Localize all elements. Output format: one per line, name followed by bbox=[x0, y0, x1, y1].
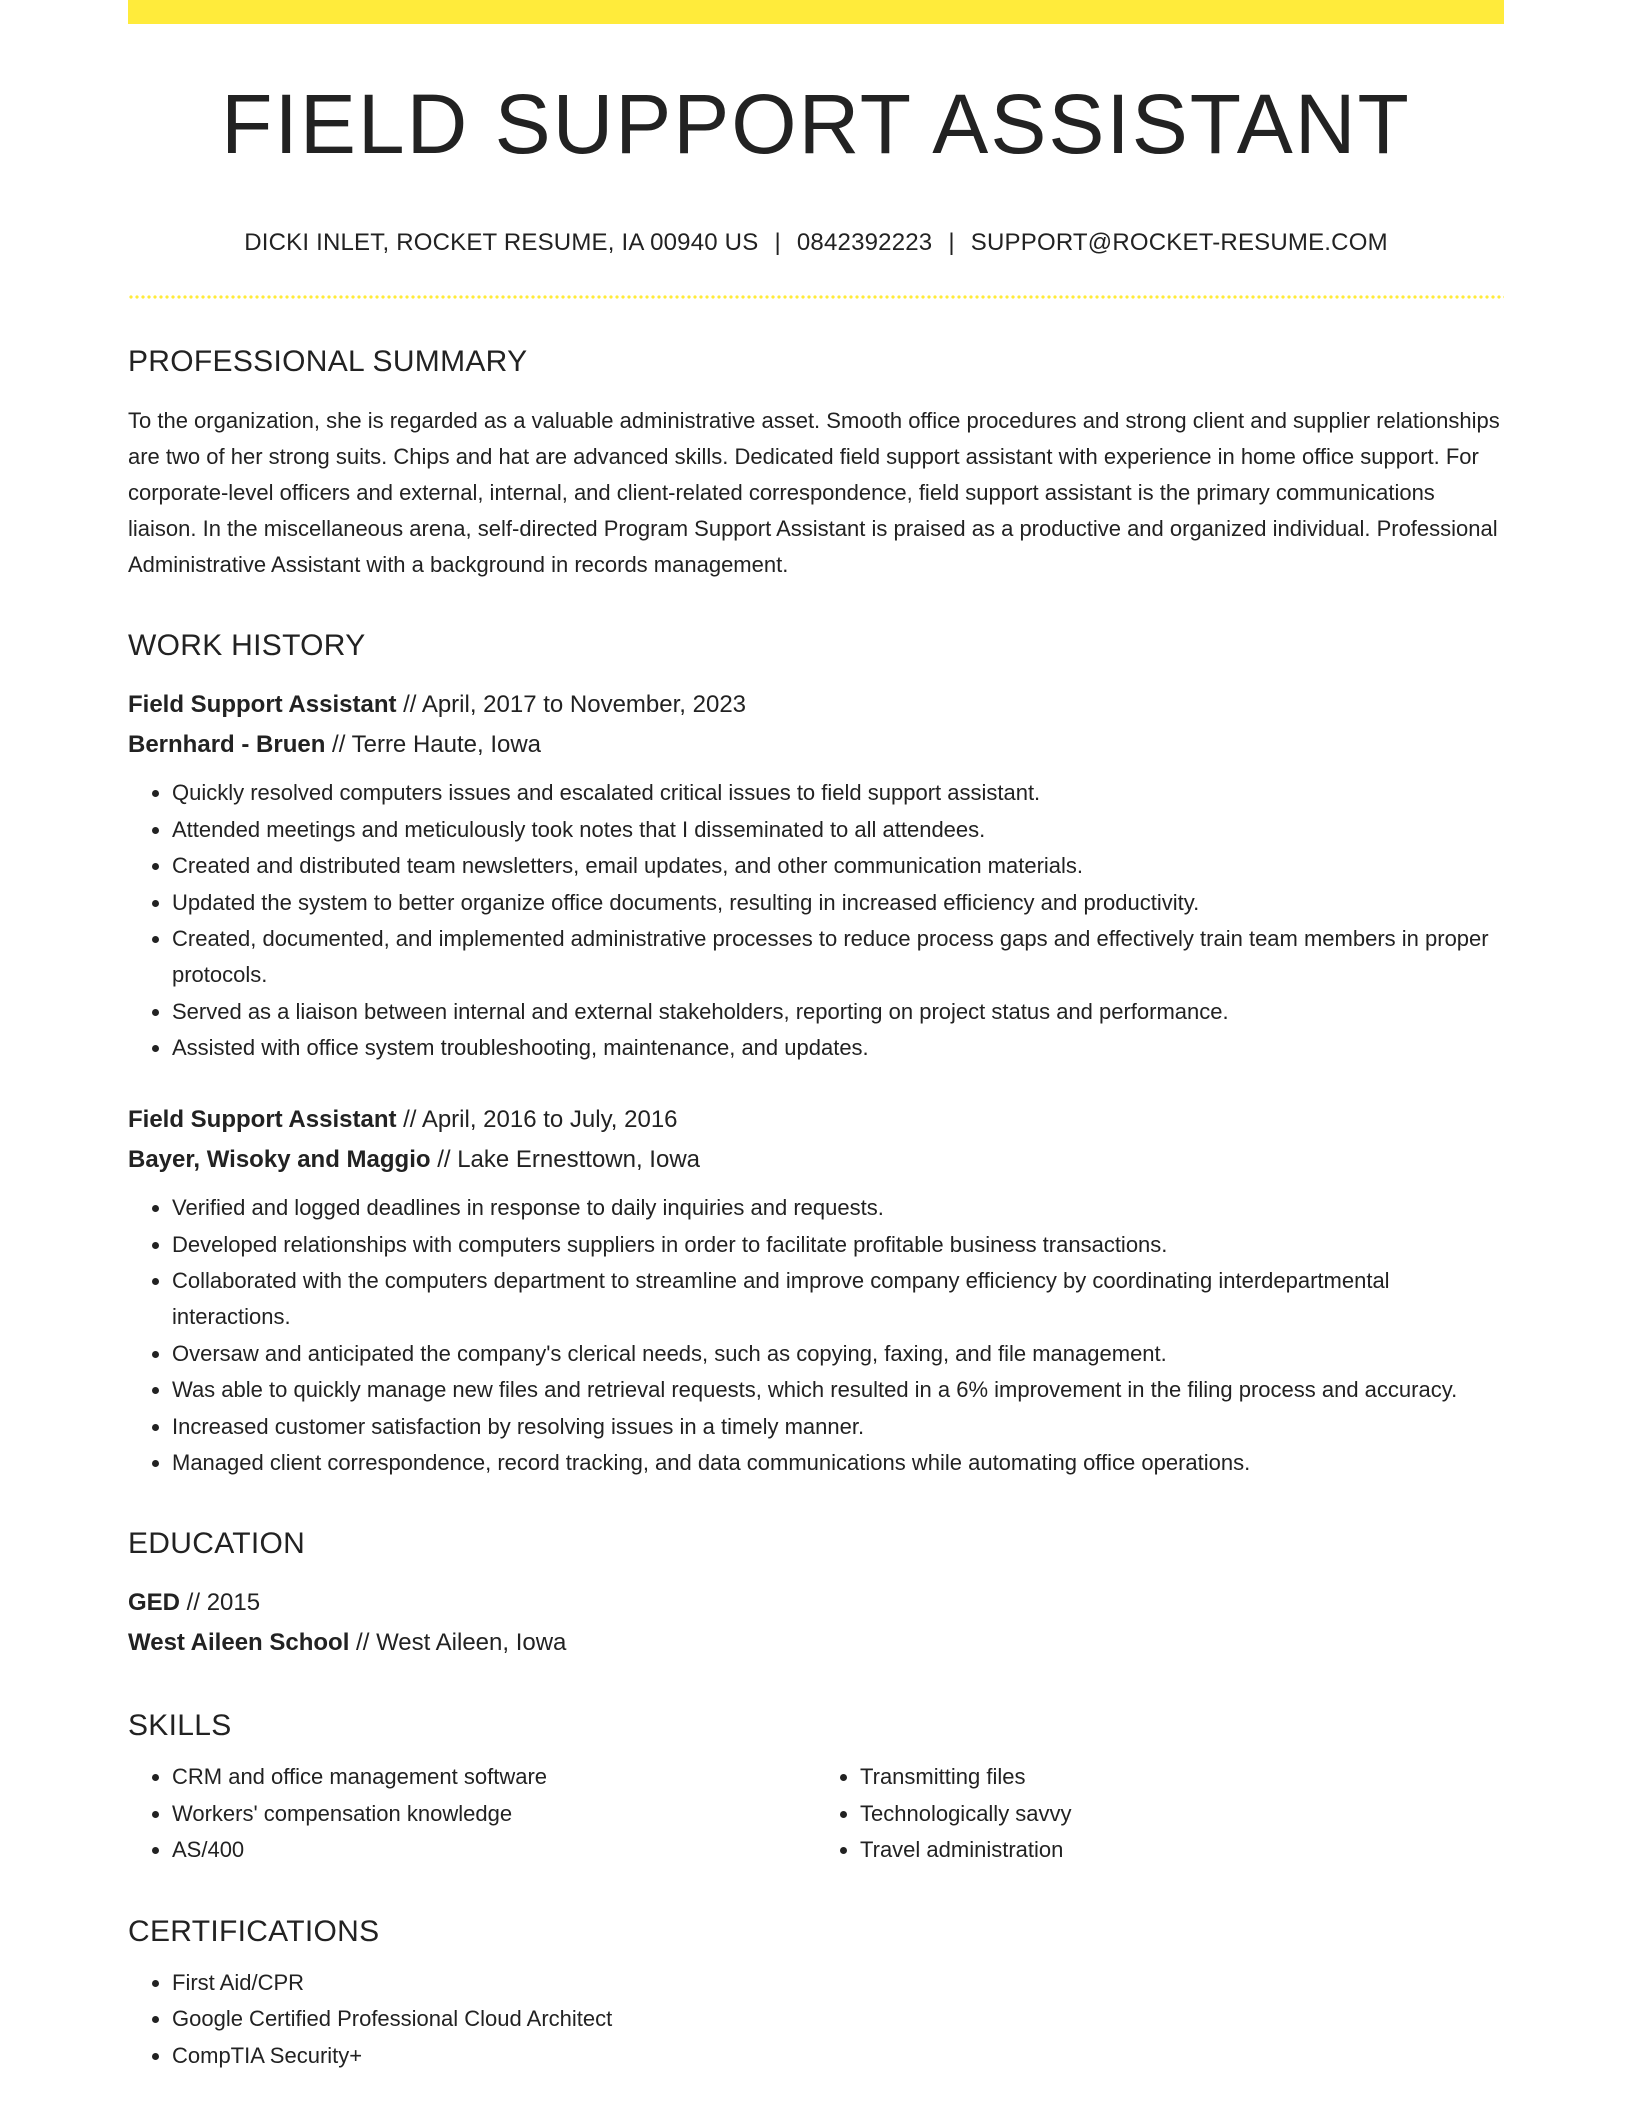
job-title: Field Support Assistant bbox=[128, 1106, 397, 1133]
job-title: Field Support Assistant bbox=[128, 691, 397, 718]
job-bullet-list bbox=[128, 1190, 1504, 1481]
job-bullet: • Developed relationships with computers suppliers in order to facilitate profitable business transactions. bbox=[172, 1227, 1504, 1263]
job-dates: // April, 2017 to November, 2023 bbox=[396, 691, 747, 718]
education-section bbox=[128, 1529, 1504, 1663]
job-bullet-list bbox=[128, 775, 1504, 1066]
resume-page bbox=[128, 0, 1504, 2074]
job-bullet: • Oversaw and anticipated the company's clerical needs, such as copying, faxing, and file management. bbox=[172, 1336, 1504, 1372]
job-dates: // April, 2016 to July, 2016 bbox=[396, 1106, 678, 1133]
skill-item: • Workers' compensation knowledge bbox=[172, 1796, 816, 1832]
resume-title: FIELD SUPPORT ASSISTANT bbox=[221, 77, 1411, 171]
job-title-line bbox=[128, 1100, 1504, 1140]
job-bullet: • Created and distributed team newsletters, email updates, and other communication materials. bbox=[172, 848, 1504, 884]
job-location: // Terre Haute, Iowa bbox=[325, 731, 542, 758]
job-entry bbox=[128, 685, 1504, 1066]
certifications-list bbox=[128, 1965, 1504, 2074]
contact-line bbox=[128, 229, 1504, 257]
skills-heading: SKILLS bbox=[128, 1709, 232, 1742]
certification-item: • CompTIA Security+ bbox=[172, 2038, 1504, 2074]
job-bullet: • Managed client correspondence, record tracking, and data communications while automating office operations. bbox=[172, 1445, 1504, 1481]
summary-text: To the organization, she is regarded as a valuable administrative asset. Smooth office procedures and strong client and supplier relationships are two of her strong suits. Chips and hat are advanced skills. Dedicated field support assistant with experience in home office support. For corporate-level officers and external, internal, and client-related correspondence, field support assistant is the primary communications liaison. In the miscellaneous arena, self-directed Program Support Assistant is praised as a productive and organized individual. Professional Administrative Assistant with a background in records management. bbox=[128, 408, 1500, 577]
accent-top-bar bbox=[128, 0, 1504, 24]
work-history-heading: WORK HISTORY bbox=[128, 629, 366, 662]
job-company-line bbox=[128, 725, 1504, 765]
education-degree: GED bbox=[128, 1589, 181, 1616]
education-year: // 2015 bbox=[180, 1589, 261, 1616]
job-bullet: • Served as a liaison between internal and external stakeholders, reporting on project status and performance. bbox=[172, 994, 1504, 1030]
skills-section bbox=[128, 1711, 1504, 1869]
summary-heading: PROFESSIONAL SUMMARY bbox=[128, 345, 528, 378]
certification-item: • Google Certified Professional Cloud Architect bbox=[172, 2001, 1504, 2037]
job-bullet: • Created, documented, and implemented administrative processes to reduce process gaps and effectively train team members in proper protocols. bbox=[172, 921, 1504, 993]
education-school-line bbox=[128, 1623, 1504, 1663]
job-title-line bbox=[128, 685, 1504, 725]
job-bullet: • Increased customer satisfaction by resolving issues in a timely manner. bbox=[172, 1409, 1504, 1445]
skill-item: • Transmitting files bbox=[860, 1759, 1504, 1795]
certifications-section bbox=[128, 1914, 1504, 2074]
summary-section bbox=[128, 347, 1504, 583]
job-bullet: • Attended meetings and meticulously took notes that I disseminated to all attendees. bbox=[172, 812, 1504, 848]
education-school: West Aileen School bbox=[128, 1629, 350, 1656]
job-company: Bayer, Wisoky and Maggio bbox=[128, 1146, 431, 1173]
job-bullet: • Quickly resolved computers issues and escalated critical issues to field support assistant. bbox=[172, 775, 1504, 811]
contact-separator: | bbox=[774, 229, 781, 256]
contact-separator: | bbox=[948, 229, 955, 256]
certification-item: • First Aid/CPR bbox=[172, 1965, 1504, 2001]
job-company-line bbox=[128, 1140, 1504, 1180]
skill-item: • Technologically savvy bbox=[860, 1796, 1504, 1832]
skills-grid bbox=[128, 1759, 1504, 1869]
contact-address: DICKI INLET, ROCKET RESUME, IA 00940 US bbox=[244, 229, 759, 256]
skills-list-right bbox=[816, 1759, 1504, 1869]
work-history-section bbox=[128, 631, 1504, 1481]
education-heading: EDUCATION bbox=[128, 1527, 306, 1560]
job-bullet: • Collaborated with the computers department to streamline and improve company efficiency by coordinating interdepartmental interactions. bbox=[172, 1263, 1504, 1335]
skills-list-left bbox=[128, 1759, 816, 1869]
certifications-heading: CERTIFICATIONS bbox=[128, 1914, 380, 1948]
job-bullet: • Assisted with office system troubleshooting, maintenance, and updates. bbox=[172, 1030, 1504, 1066]
job-bullet: • Was able to quickly manage new files and retrieval requests, which resulted in a 6% improvement in the filing process and accuracy. bbox=[172, 1372, 1504, 1408]
education-location: // West Aileen, Iowa bbox=[349, 1629, 567, 1656]
contact-email: SUPPORT@ROCKET-RESUME.COM bbox=[970, 229, 1388, 256]
job-location: // Lake Ernesttown, Iowa bbox=[430, 1146, 701, 1173]
dotted-divider bbox=[128, 295, 1504, 299]
skill-item: • CRM and office management software bbox=[172, 1759, 816, 1795]
job-bullet: • Verified and logged deadlines in response to daily inquiries and requests. bbox=[172, 1190, 1504, 1226]
job-entry bbox=[128, 1100, 1504, 1481]
contact-phone: 0842392223 bbox=[796, 229, 933, 256]
job-company: Bernhard - Bruen bbox=[128, 731, 326, 758]
skill-item: • Travel administration bbox=[860, 1832, 1504, 1868]
skill-item: • AS/400 bbox=[172, 1832, 816, 1868]
job-bullet: • Updated the system to better organize office documents, resulting in increased efficiency and productivity. bbox=[172, 885, 1504, 921]
education-degree-line bbox=[128, 1583, 1504, 1623]
